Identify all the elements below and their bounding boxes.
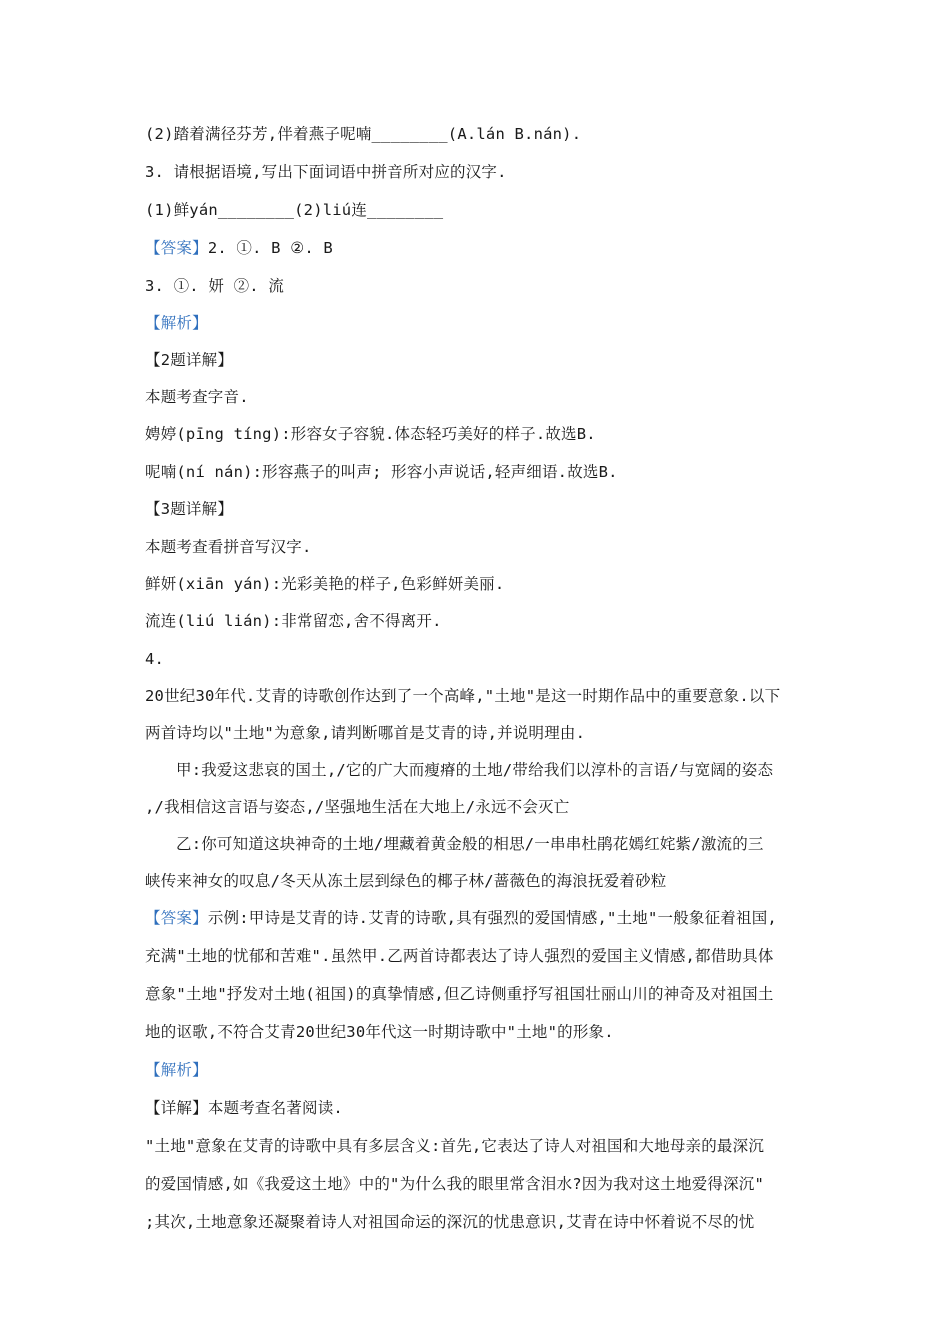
answer-2-line-3: 意象"土地"抒发对土地(祖国)的真挚情感,但乙诗侧重抒写祖国壮丽山川的神奇及对祖国土 <box>145 985 774 1003</box>
answer-line-2: 3. ①. 妍 ②. 流 <box>145 277 285 295</box>
detail-4-block <box>145 1098 815 1118</box>
detail-3-line-1: 本题考查看拼音写汉字. <box>145 538 312 556</box>
poem-a-line-2: ,/我相信这言语与姿态,/坚强地生活在大地上/永远不会灭亡 <box>145 798 570 816</box>
poem-b-line-2: 峡传来神女的叹息/冬天从冻土层到绿色的椰子林/蔷薇色的海浪抚爱着砂粒 <box>145 872 667 890</box>
analysis-tag: 【解析】 <box>145 1061 208 1079</box>
answer-block-2 <box>145 908 815 928</box>
detail-2-line-3: 呢喃(ní nán):形容燕子的叫声; 形容小声说话,轻声细语.故选B. <box>145 463 618 481</box>
answer-2-line-2: 充满"土地的忧郁和苦难".虽然甲.乙两首诗都表达了诗人强烈的爱国主义情感,都借助具体 <box>145 947 774 965</box>
detail-3-line-3: 流连(liú lián):非常留恋,舍不得离开. <box>145 612 442 630</box>
detail-4-line-3: 的爱国情感,如《我爱这土地》中的"为什么我的眼里常含泪水?因为我对这土地爱得深沉" <box>145 1175 765 1193</box>
detail-4-line-2: "土地"意象在艾青的诗歌中具有多层含义:首先,它表达了诗人对祖国和大地母亲的最深沉 <box>145 1137 765 1155</box>
answer-text: 示例:甲诗是艾青的诗.艾青的诗歌,具有强烈的爱国情感,"土地"一般象征着祖国, <box>207 909 777 927</box>
detail-text: 本题考查名著阅读. <box>207 1099 343 1117</box>
detail-2-line-1: 本题考查字音. <box>145 388 249 406</box>
answer-text: 2. ①. B ②. B <box>207 239 333 257</box>
answer-tag: 【答案】 <box>145 909 208 927</box>
answer-2-line-4: 地的讴歌,不符合艾青20世纪30年代这一时期诗歌中"土地"的形象. <box>145 1023 614 1041</box>
question-4-line-2: 两首诗均以"土地"为意象,请判断哪首是艾青的诗,并说明理由. <box>145 724 586 742</box>
poem-b-line-1: 乙:你可知道这块神奇的土地/埋藏着黄金般的相思/一串串杜鹃花嫣红姹紫/激流的三 <box>176 835 764 853</box>
answer-tag: 【答案】 <box>145 239 208 257</box>
question-3-blanks: (1)鲜yán________(2)liú连________ <box>145 201 444 219</box>
analysis-tag: 【解析】 <box>145 314 208 332</box>
detail-2-title: 【2题详解】 <box>145 351 234 369</box>
question-4-number: 4. <box>145 650 165 668</box>
detail-4-line-4: ;其次,土地意象还凝聚着诗人对祖国命运的深沉的忧患意识,艾青在诗中怀着说不尽的忧 <box>145 1213 755 1231</box>
poem-a-line-1: 甲:我爱这悲哀的国土,/它的广大而瘦瘠的土地/带给我们以淳朴的言语/与宽阔的姿态 <box>176 761 774 779</box>
detail-3-line-2: 鲜妍(xiān yán):光彩美艳的样子,色彩鲜妍美丽. <box>145 575 505 593</box>
question-3-prompt: 3. 请根据语境,写出下面词语中拼音所对应的汉字. <box>145 163 507 181</box>
detail-3-title: 【3题详解】 <box>145 500 234 518</box>
question-4-line-1: 20世纪30年代.艾青的诗歌创作达到了一个高峰,"土地"是这一时期作品中的重要意象.以下 <box>145 687 781 705</box>
answer-block-1 <box>145 238 815 258</box>
detail-2-line-2: 娉婷(pīng tíng):形容女子容貌.体态轻巧美好的样子.故选B. <box>145 425 596 443</box>
detail-tag: 【详解】 <box>145 1099 208 1117</box>
question-2-part-2: (2)踏着满径芬芳,伴着燕子呢喃________(A.lán B.nán). <box>145 125 582 143</box>
